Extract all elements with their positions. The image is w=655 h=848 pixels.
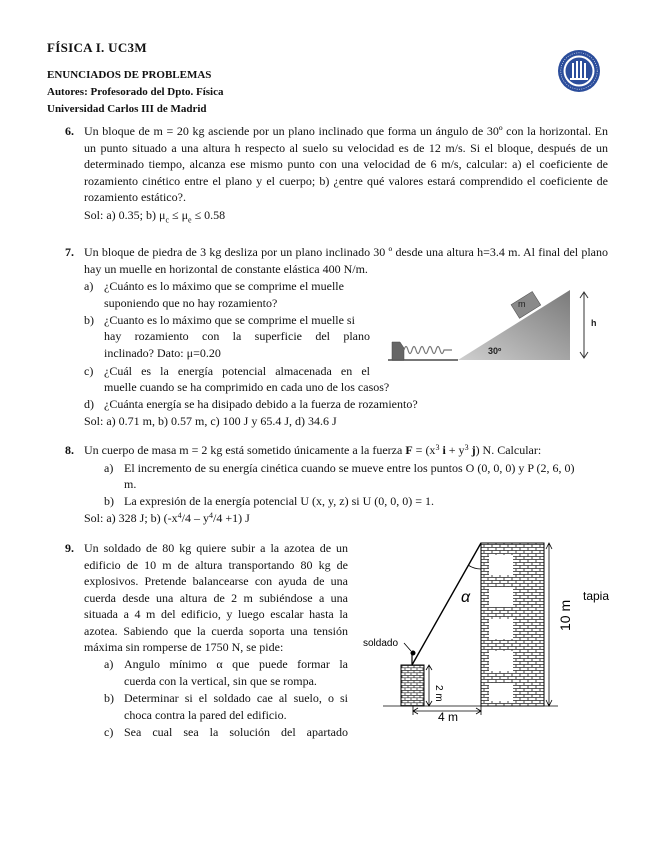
problem-6-statement: Un bloque de m = 20 kg asciende por un plano inclinado que forma un ángulo de 30º con la horizontal. En un punto situado a una altura h respecto al suelo su velocidad es de 12 m/s. Si el bloque, después de un determinado tiempo, alcanza ese mismo punto con una velocidad de 6 m/s, calcular: a) el coeficiente de rozamiento cinético entre el plano y el cuerpo; b) ¿entre qué valores estará comprendido el coeficiente de rozamiento estático?. [84,124,608,205]
problem-8-solution: Sol: a) 328 J; b) $(-x^4/4 - y^4/4 +1)$ J [84,511,250,525]
problem-8-item-a-line-2: m. [124,477,137,491]
problem-9-item-b-label: b) [104,691,114,705]
problem-8-item-b: La expresión de la energía potencial U (x, y, z) si U (0, 0, 0) = 1. [124,494,435,508]
problem-7-item-c-line-2: muelle cuando se ha comprimido en cada uno de los casos? [104,380,390,394]
building-height-arrow [546,543,552,706]
university-seal-logo [557,49,601,93]
problem-7-item-a-line-2: suponiendo que no hay rozamiento? [104,296,278,310]
problem-7-item-b-label: b) [84,313,94,327]
problem-9-item-a-label: a) [104,657,114,671]
problem-9-item-c-label: c) [104,725,114,739]
problem-9-line-7: máxima sin romperse de 1750 N, se pide: [84,640,284,654]
problem-9-line-6: azotea. Sabiendo que la cuerda soporta una tensión [84,624,348,638]
distance-label: 4 m [438,710,459,724]
problem-8-number: 8. [65,443,74,457]
platform-height-arrow [426,665,432,706]
spring-wall [392,342,404,360]
problem-6-solution: Sol: a) 0.35; b) $\mu_c \le \mu_e \le 0.58$ [84,208,226,225]
problem-7-item-b-line-1: ¿Cuanto es lo máximo que se comprime el muelle si [104,313,355,327]
mass-label: m [518,299,526,309]
incline-spring-figure [388,280,600,366]
problem-7-item-c-label: c) [84,364,94,378]
soldier-label: soldado [363,638,399,649]
problem-9-line-4: cuerda desde una altura de 2 m subiéndose a una [84,591,348,605]
problem-9-item-a-line-1: Angulo mínimo α que puede formar la [124,657,348,671]
problem-7-solution: Sol: a) 0.71 m, b) 0.57 m, c) 100 J y 65.4 J, d) 34.6 J [84,414,337,428]
document-subtitle: ENUNCIADOS DE PROBLEMAS [47,69,212,81]
soldier-platform [401,665,424,706]
height-label: h [591,318,597,328]
soldier-building-figure [358,535,614,725]
height-arrow [580,292,588,358]
inclined-plane [458,290,570,360]
soldier-marker [411,651,416,656]
problem-7-item-a-label: a) [84,279,94,293]
alpha-label: α [461,589,471,606]
problem-7-item-b-line-2: hay rozamiento con la superficie del plano [104,329,370,343]
rope [412,543,481,665]
problem-7-item-d-label: d) [84,397,94,411]
wall-label: tapia [583,589,610,603]
problem-7-item-d-line-1: ¿Cuánta energía se ha disipado debido a la fuerza de rozamiento? [104,397,418,411]
building [481,543,544,706]
authors-line: Autores: Profesorado del Dpto. Física [47,86,224,98]
problem-8-statement: Un cuerpo de masa m = 2 kg está sometido únicamente a la fuerza $F = (x^3$ $i + y^3$ j) N. Calcular: [84,443,542,457]
angle-arc [468,565,481,569]
course-title: FÍSICA I. UC3M [47,40,147,55]
problem-8-item-b-label: b) [104,494,114,508]
problem-9-line-2: edificio de 10 m de altura transportando 80 kg de [84,558,348,572]
problem-9-item-c-line-1: Sea cual sea la solución del apartado [124,725,348,739]
problem-7-item-b-line-3: inclinado? Dato: μ=0.20 [104,346,221,360]
problem-7-statement: Un bloque de piedra de 3 kg desliza por un plano inclinado 30 º desde una altura h=3.4 m. Al final del plano hay un muelle en horizontal de constante elástica 400 N/m. [84,245,608,276]
building-height-label: 10 m [557,599,573,631]
problem-7-item-a-line-1: ¿Cuánto es lo máximo que se comprime el muelle [104,279,344,293]
problem-9-number: 9. [65,541,74,555]
problem-9-item-b-line-2: choca contra la pared del edificio. [124,708,287,722]
soldier-pointer [404,643,411,651]
problem-9-line-3: explosivos. Pretende balancearse con ayuda de una [84,574,348,588]
spring [404,347,452,354]
university-line: Universidad Carlos III de Madrid [47,103,207,115]
problem-8-item-a-line-1: El incremento de su energía cinética cuando se mueve entre los puntos O (0, 0, 0) y P (2, 6, 0) [124,461,575,475]
problem-9-line-1: Un soldado de 80 kg quiere subir a la azotea de un [84,541,348,555]
problem-9-line-5: situada a 4 m del edificio, y luego escalar hasta la [84,607,348,621]
problem-7-number: 7. [65,245,74,259]
problem-9-item-b-line-1: Determinar si el soldado cae al suelo, o si [124,691,348,705]
platform-height-label: 2 m [433,685,444,702]
problem-9-item-a-line-2: cuerda con la vertical, sin que se rompa. [124,674,317,688]
angle-label: 30º [488,346,502,356]
problem-6-number: 6. [65,124,74,138]
problem-8-item-a-label: a) [104,461,114,475]
problem-7-item-c-line-1: ¿Cuál es la energía potencial almacenada en el [104,364,370,378]
